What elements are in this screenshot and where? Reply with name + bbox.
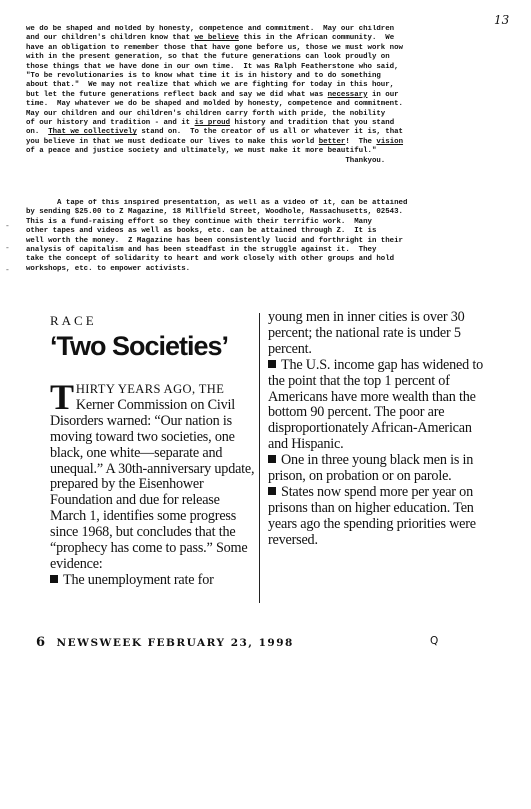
- section-kicker: RACE: [50, 313, 97, 328]
- text-run: but let the future generations reflect back and say we did what was: [26, 90, 328, 99]
- text-run: A tape of this inspired presentation, as well as a video of it, can be attained: [26, 199, 408, 207]
- page-number: 13: [494, 13, 510, 27]
- bullet-square-icon: [50, 575, 58, 583]
- typed-top-line: [26, 34, 510, 43]
- text-run: ! The: [345, 137, 377, 146]
- typed-top-line: [26, 63, 510, 72]
- typed-top-line: [26, 147, 510, 156]
- typed-top-line: [26, 44, 510, 53]
- clipping-left-column: [50, 313, 255, 589]
- text-run: May our children and our children's children carry forth with pride, the nobility: [26, 109, 386, 118]
- footer-folio: 6: [36, 635, 47, 650]
- footer-mark: Q: [430, 635, 440, 647]
- typed-bottom-line: [26, 237, 510, 246]
- bullet-item: States now spend more per year on prisons than on higher education. Ten years ago the spending priorities were reversed.: [268, 483, 476, 548]
- lead-text: Kerner Commission on Civil Disorders warned: “Our nation is moving toward two societies, one black, one white—separate and unequal.” A 30th-anniversary update, prepared by the Eisenhower Foundation and due for release March 1, identifies some progress since 1968, but concludes that the “prophecy has come to pass.” Some evidence:: [50, 396, 255, 572]
- bullet-item-continued: young men in inner cities is over 30 percent; the national rate is under 5 percent.: [268, 309, 465, 357]
- text-run: you believe in that we must dedicate our lives to make this world: [26, 137, 319, 146]
- typed-text-bottom: [26, 199, 510, 274]
- text-run: time. May whatever we do be shaped and molded by honesty, competence and commitment.: [26, 100, 403, 109]
- text-run: other tapes and videos as well as books, etc. can be attained through Z. It is: [26, 227, 377, 236]
- text-run: and our children's children know that: [26, 34, 195, 43]
- article-lead-paragraph: [50, 377, 255, 589]
- underlined-text: necessary: [327, 90, 368, 99]
- typed-bottom-line: [26, 265, 510, 274]
- footer-publication-date: NEWSWEEK FEBRUARY 23, 1998: [56, 637, 294, 649]
- typed-top-line: [26, 72, 510, 81]
- bullet-square-icon: [268, 360, 276, 368]
- typed-bottom-line: [26, 199, 510, 208]
- bullet-item: The U.S. income gap has widened to the point that the top 1 percent of Americans have more wealth than the bottom 90 percent. The poor are disproportionately African-American and Hispanic.: [268, 356, 484, 453]
- margin-mark: -: [5, 266, 10, 275]
- bullet-item-start: The unemployment rate for: [63, 571, 214, 588]
- bullet-square-icon: [268, 455, 276, 463]
- text-run: stand on. To the creator of us all or whatever it is, that: [136, 128, 403, 137]
- text-run: those things that we have done in our own time. It was Ralph Featherstone who said,: [26, 62, 399, 71]
- typed-top-line: [26, 110, 510, 119]
- article-continued-text: [268, 310, 485, 549]
- typed-bottom-line: [26, 227, 510, 236]
- typed-text-top: [26, 25, 510, 166]
- text-run: about that." We may not realize that which we are fighting for today in this hour,: [26, 81, 395, 90]
- typed-top-line: [26, 25, 510, 34]
- margin-mark: -: [5, 222, 10, 231]
- text-run: history and tradition that you stand: [230, 119, 395, 128]
- text-run: of a peace and justice society and ultimately, we must make it more beautiful.": [26, 147, 377, 156]
- underlined-text: vision: [376, 137, 404, 146]
- clipping-right-column: [259, 309, 485, 603]
- typed-top-line: [26, 81, 510, 90]
- text-run: on.: [26, 128, 49, 137]
- text-run: by sending $25.00 to Z Magazine, 18 Millfield Street, Woodhole, Massachusetts, 02543.: [26, 208, 403, 217]
- text-run: of our history and tradition - and it: [26, 119, 195, 128]
- text-run: this in the African community. We: [238, 34, 395, 43]
- bullet-square-icon: [268, 487, 276, 495]
- text-run: have an obligation to remember those that have gone before us, those we must work now: [26, 43, 403, 52]
- typed-top-line: [26, 119, 510, 128]
- typed-bottom-line: [26, 255, 510, 264]
- margin-mark: -: [5, 244, 10, 253]
- newsweek-clipping: [50, 309, 485, 603]
- text-run: Thankyou.: [26, 156, 386, 165]
- typed-top-line: [26, 128, 510, 137]
- text-run: with in the present generation, so that the future generations can look proudly on: [26, 53, 390, 62]
- typed-top-line: [26, 138, 510, 147]
- text-run: take the concept of solidarity to heart and work closely with other groups and hold: [26, 255, 395, 264]
- typed-top-line: [26, 53, 510, 62]
- article-headline: ‘Two Societies’: [50, 331, 229, 361]
- text-run: analysis of capitalism and has been steadfast in the struggle against it. They: [26, 246, 377, 255]
- page-footer: [36, 635, 456, 650]
- typed-top-line: [26, 91, 510, 100]
- typed-bottom-line: [26, 208, 510, 217]
- text-run: well worth the money. Z Magazine has been consistently lucid and forthright in their: [26, 236, 403, 245]
- text-run: we do be shaped and molded by honesty, competence and commitment. May our children: [26, 25, 395, 33]
- text-run: in our: [367, 90, 399, 99]
- bullet-item: One in three young black men is in prison, on probation or on parole.: [268, 452, 474, 485]
- drop-cap: T: [50, 377, 74, 417]
- underlined-text: better: [318, 137, 346, 146]
- text-run: "To be revolutionaries is to know what time it is in history and to do something: [26, 72, 381, 81]
- underlined-text: That we collectively: [48, 128, 137, 137]
- text-run: workshops, etc. to empower activists.: [26, 264, 191, 273]
- underlined-text: we believe: [194, 34, 239, 43]
- underlined-text: is proud: [194, 119, 231, 128]
- typed-top-line: [26, 100, 510, 109]
- text-run: This is a fund-raising effort so they continue with their terrific work. Many: [26, 217, 372, 226]
- typed-top-line: [26, 157, 510, 166]
- typed-bottom-line: [26, 218, 510, 227]
- typed-bottom-line: [26, 246, 510, 255]
- lead-smallcaps: HIRTY YEARS AGO, THE: [75, 382, 225, 396]
